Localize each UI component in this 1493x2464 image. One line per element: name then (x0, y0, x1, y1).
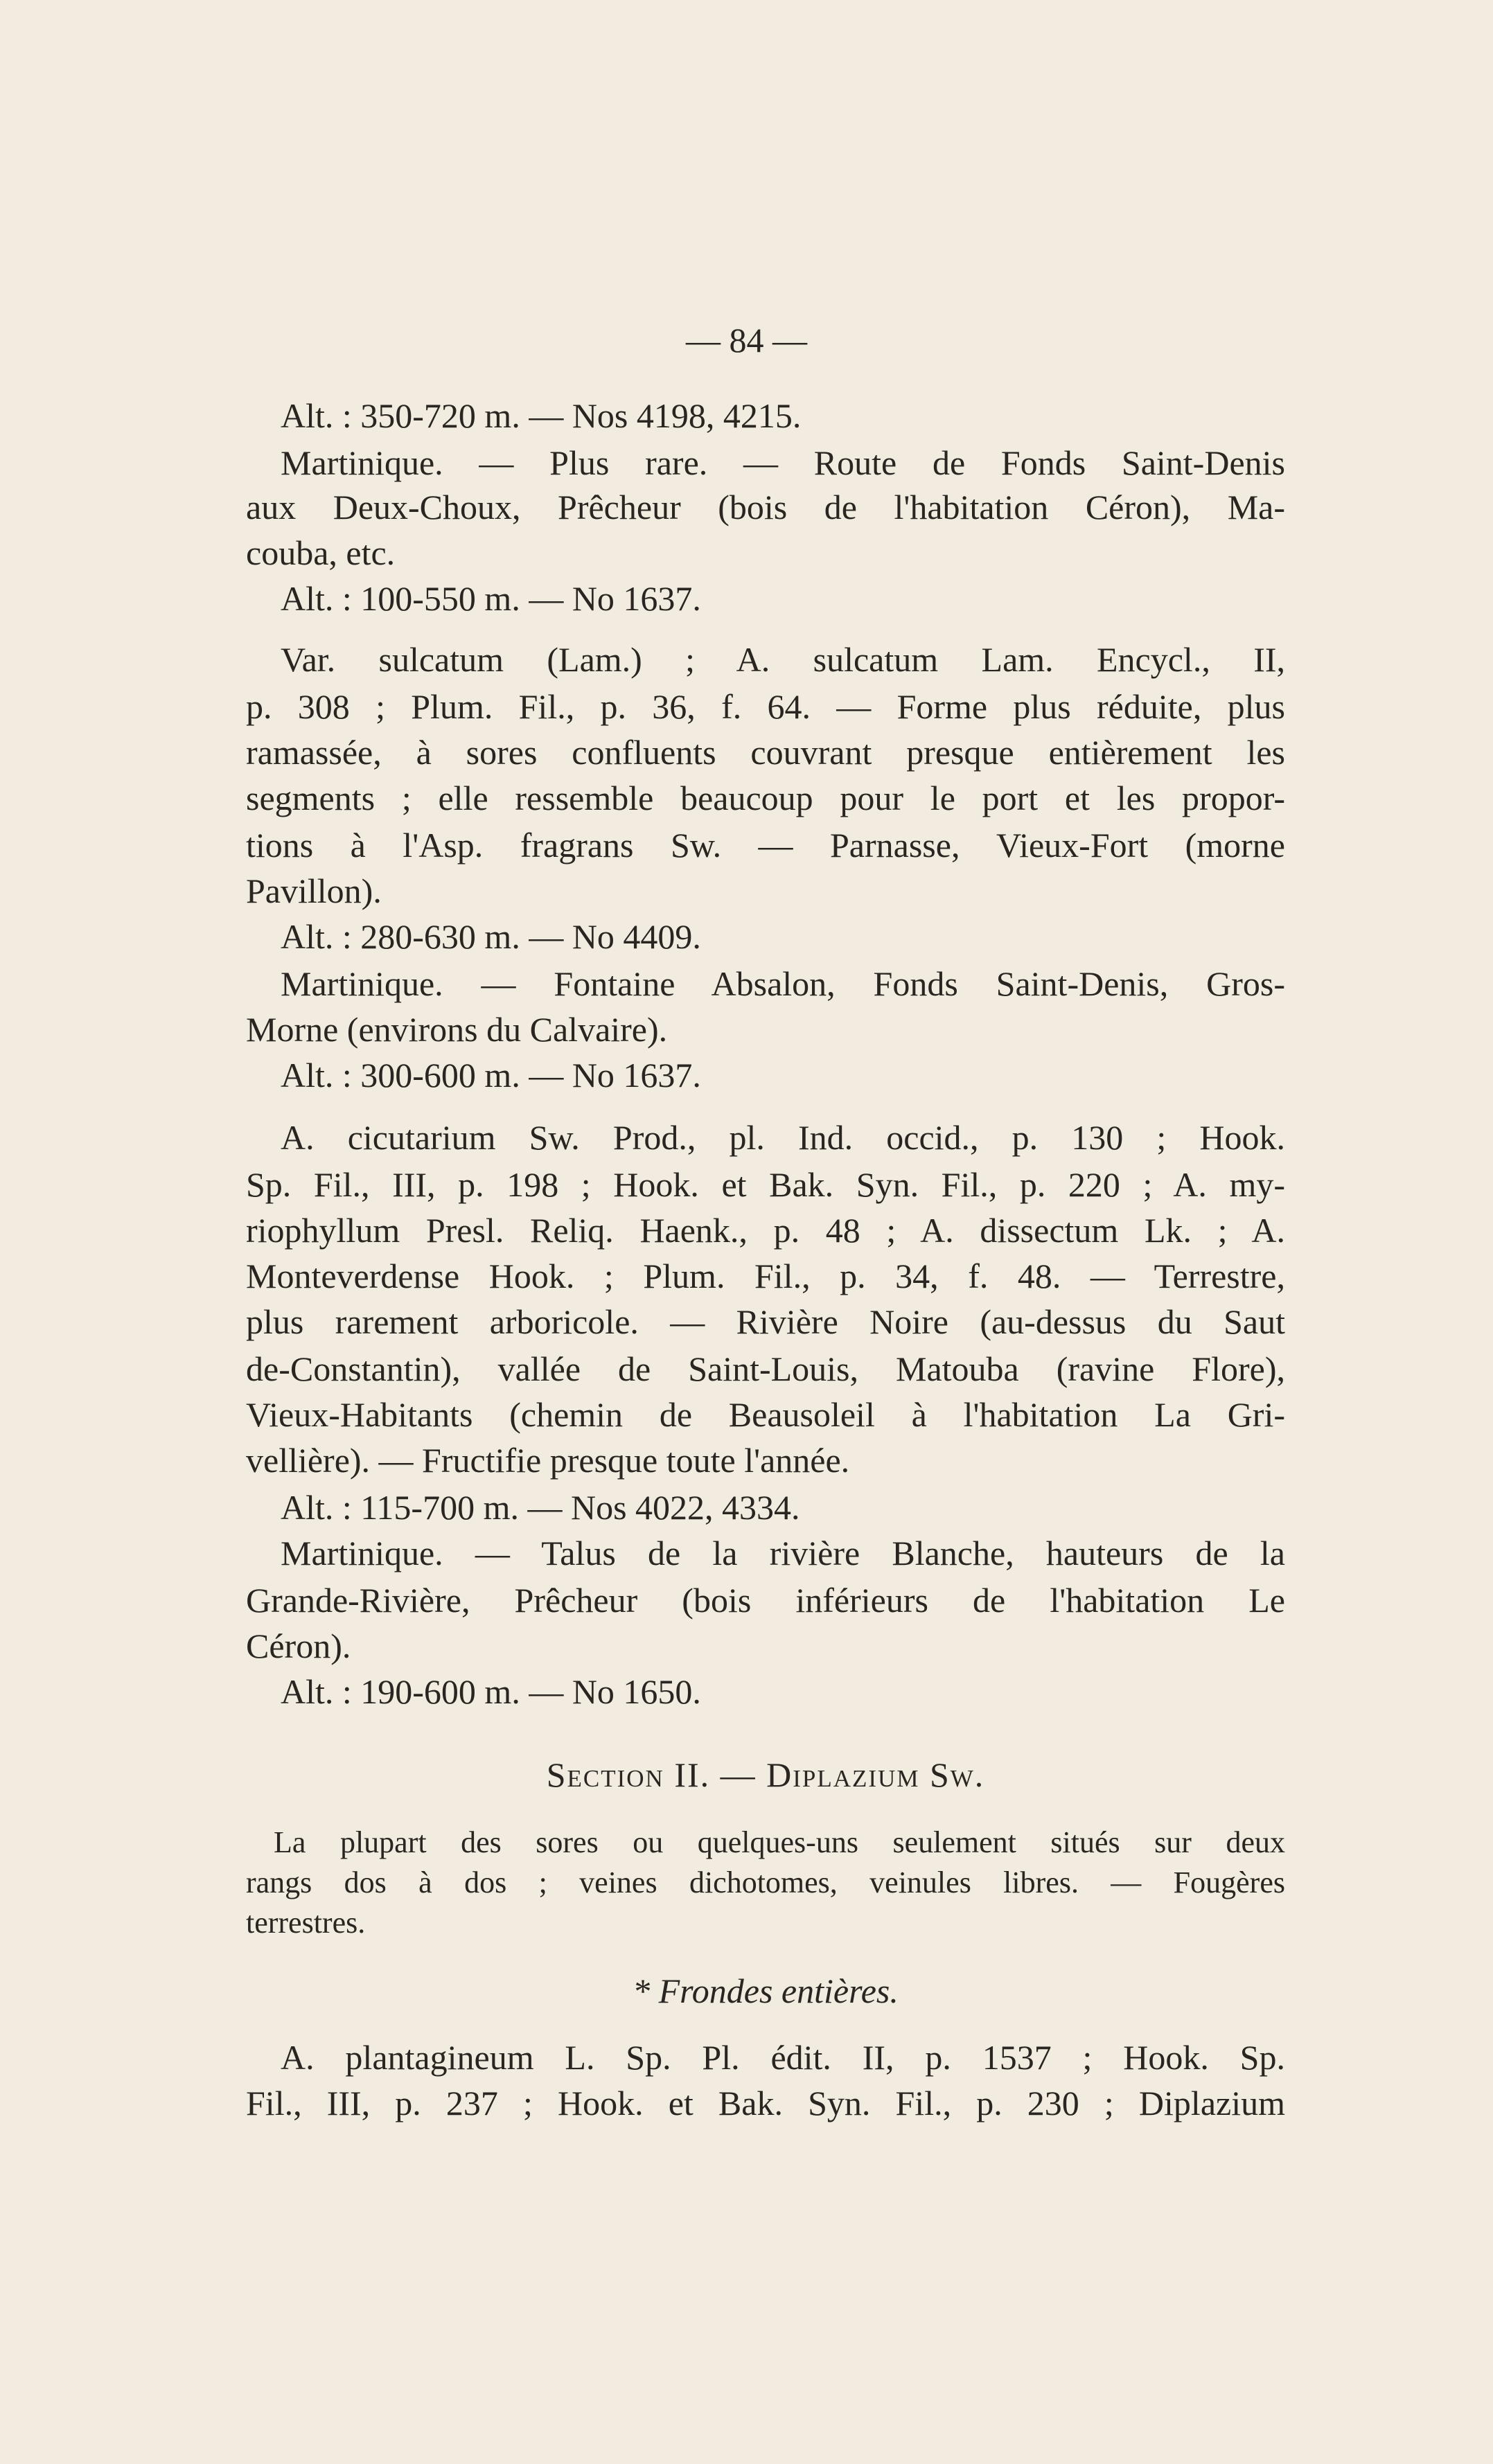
text-line: Martinique. — Talus de la rivière Blanche, hauteurs de la (281, 1534, 1285, 1572)
text-line: ramassée, à sores confluents couvrant presque entièrement les (246, 733, 1285, 772)
text-line: Var. sulcatum (Lam.) ; A. sulcatum Lam. Encycl., II, (281, 640, 1285, 679)
text-line: Monteverdense Hook. ; Plum. Fil., p. 34, f. 48. — Terrestre, (246, 1257, 1285, 1295)
text-line: Pavillon). (246, 871, 382, 910)
text-line: plus rarement arboricole. — Rivière Noire (au-dessus du Saut (246, 1302, 1285, 1341)
text-line: Martinique. — Plus rare. — Route de Fonds Saint-Denis (281, 443, 1285, 482)
text-line: Sp. Fil., III, p. 198 ; Hook. et Bak. Syn. Fil., p. 220 ; A. my- (246, 1165, 1285, 1204)
text-line: couba, etc. (246, 533, 396, 572)
text-line: Martinique. — Fontaine Absalon, Fonds Saint-Denis, Gros- (281, 964, 1285, 1003)
text-line: vellière). — Fructifie presque toute l'année. (246, 1441, 850, 1480)
text-line: aux Deux-Choux, Prêcheur (bois de l'habitation Céron), Ma- (246, 488, 1285, 526)
text-line: de-Constantin), vallée de Saint-Louis, Matouba (ravine Flore), (246, 1349, 1285, 1388)
section-desc-line: terrestres. (246, 1906, 366, 1940)
text-line: Alt. : 100-550 m. — No 1637. (281, 579, 701, 618)
text-line: riophyllum Presl. Reliq. Haenk., p. 48 ; A. dissectum Lk. ; A. (246, 1211, 1285, 1250)
text-line: tions à l'Asp. fragrans Sw. — Parnasse, Vieux-Fort (morne (246, 826, 1285, 865)
text-line: Alt. : 115-700 m. — Nos 4022, 4334. (281, 1488, 800, 1527)
text-line: segments ; elle ressemble beaucoup pour le port et les propor- (246, 779, 1285, 817)
text-line: Fil., III, p. 237 ; Hook. et Bak. Syn. Fil., p. 230 ; Diplazium (246, 2084, 1285, 2122)
text-line: Morne (environs du Calvaire). (246, 1010, 668, 1049)
text-line: p. 308 ; Plum. Fil., p. 36, f. 64. — Forme plus réduite, plus (246, 687, 1285, 726)
text-line: Alt. : 190-600 m. — No 1650. (281, 1672, 701, 1711)
text-line: Grande-Rivière, Prêcheur (bois inférieurs de l'habitation Le (246, 1581, 1285, 1620)
subheading: * Frondes entières. (633, 1971, 899, 2010)
page-number: — 84 — (686, 321, 807, 360)
text-line: Vieux-Habitants (chemin de Beausoleil à l'habitation La Gri- (246, 1395, 1285, 1434)
text-line: A. plantagineum L. Sp. Pl. édit. II, p. 1537 ; Hook. Sp. (281, 2038, 1285, 2077)
text-line: A. cicutarium Sw. Prod., pl. Ind. occid., p. 130 ; Hook. (281, 1118, 1285, 1157)
text-line: Alt. : 300-600 m. — No 1637. (281, 1056, 701, 1094)
text-line: Céron). (246, 1627, 351, 1665)
section-desc-line: rangs dos à dos ; veines dichotomes, veinules libres. — Fougères (246, 1865, 1285, 1899)
section-desc-line: La plupart des sores ou quelques-uns seulement situés sur deux (274, 1825, 1285, 1859)
section-heading: Section II. — Diplazium Sw. (546, 1755, 985, 1794)
text-line: Alt. : 350-720 m. — Nos 4198, 4215. (281, 396, 802, 435)
text-line: Alt. : 280-630 m. — No 4409. (281, 917, 701, 956)
